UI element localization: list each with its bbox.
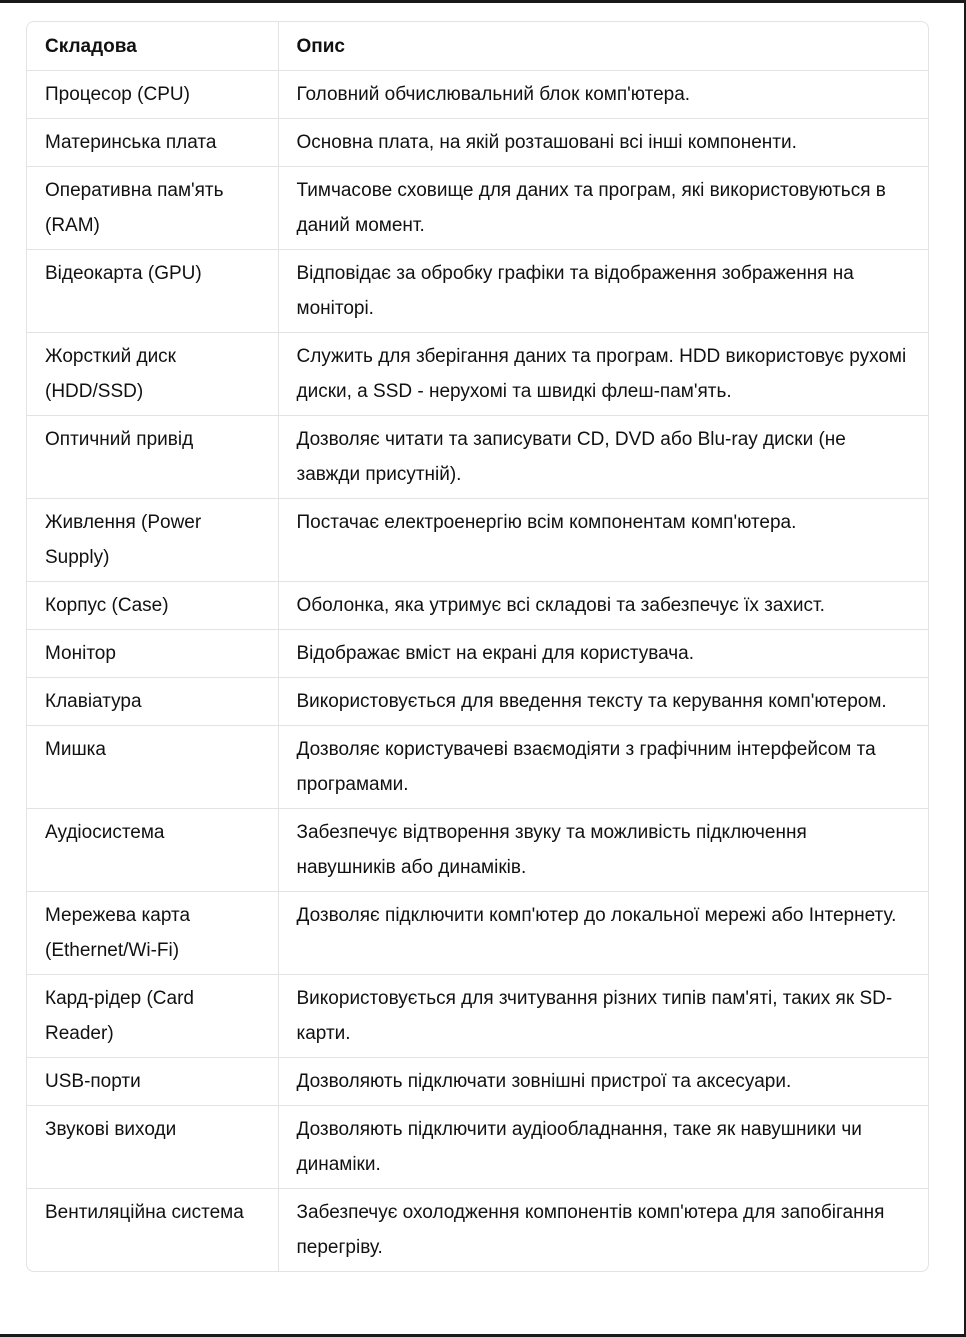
component-name-cell: Жорсткий диск (HDD/SSD) [27, 333, 278, 416]
table-row [27, 630, 928, 678]
component-description-cell: Забезпечує відтворення звуку та можливість підключення навушників або динаміків. [278, 809, 928, 892]
table-row [27, 499, 928, 582]
component-description-cell: Постачає електроенергію всім компонентам комп'ютера. [278, 499, 928, 582]
component-name-cell: Звукові виходи [27, 1106, 278, 1189]
component-name-cell: Кард-рідер (Card Reader) [27, 975, 278, 1058]
table-row [27, 678, 928, 726]
component-description-cell: Дозволяє користувачеві взаємодіяти з графічним інтерфейсом та програмами. [278, 726, 928, 809]
component-description-cell: Дозволяють підключати зовнішні пристрої та аксесуари. [278, 1058, 928, 1106]
table-row [27, 892, 928, 975]
table-row [27, 167, 928, 250]
component-description-cell: Дозволяють підключити аудіообладнання, таке як навушники чи динаміки. [278, 1106, 928, 1189]
table-row [27, 250, 928, 333]
component-description-cell: Використовується для зчитування різних типів пам'яті, таких як SD-карти. [278, 975, 928, 1058]
component-name-cell: Вентиляційна система [27, 1189, 278, 1272]
component-description-cell: Забезпечує охолодження компонентів комп'ютера для запобігання перегріву. [296, 1202, 885, 1258]
table-row [27, 975, 928, 1058]
table-body [27, 71, 928, 1272]
table-row [27, 71, 928, 119]
component-name-cell: Монітор [27, 630, 278, 678]
component-description-cell: Оболонка, яка утримує всі складові та забезпечує їх захист. [278, 582, 928, 630]
table-row [27, 1106, 928, 1189]
table-row [27, 119, 928, 167]
component-name-cell: Живлення (Power Supply) [27, 499, 278, 582]
component-description-cell: Служить для зберігання даних та програм. HDD використовує рухомі диски, а SSD - нерухомі та швидкі флеш-пам'ять. [278, 333, 928, 416]
component-description-cell: Відображає вміст на екрані для користувача. [278, 630, 928, 678]
column-header-component: Складова [27, 22, 278, 71]
component-name-cell: Клавіатура [27, 678, 278, 726]
component-name-cell: Аудіосистема [27, 809, 278, 892]
component-description-cell: Використовується для введення тексту та керування комп'ютером. [278, 678, 928, 726]
component-description-cell: Дозволяє підключити комп'ютер до локальної мережі або Інтернету. [278, 892, 928, 975]
components-table-container [26, 21, 929, 1272]
component-name-cell: Мережева карта (Ethernet/Wi-Fi) [27, 892, 278, 975]
table-row [27, 1058, 928, 1106]
component-description-cell: Відповідає за обробку графіки та відображення зображення на моніторі. [278, 250, 928, 333]
table-row [27, 726, 928, 809]
table-row [27, 582, 928, 630]
component-name-cell: Процесор (CPU) [27, 71, 278, 119]
table-row [27, 333, 928, 416]
component-name-cell: USB-порти [27, 1058, 278, 1106]
component-name-cell: Корпус (Case) [27, 582, 278, 630]
component-description-cell: Головний обчислювальний блок комп'ютера. [278, 71, 928, 119]
component-description-cell: Основна плата, на якій розташовані всі інші компоненти. [278, 119, 928, 167]
component-name-cell: Материнська плата [27, 119, 278, 167]
component-description-cell: Дозволяє читати та записувати CD, DVD або Blu-ray диски (не завжди присутній). [278, 416, 928, 499]
column-header-description: Опис [278, 22, 928, 71]
component-name-cell: Відеокарта (GPU) [27, 250, 278, 333]
table-row [27, 1189, 928, 1272]
component-name-cell: Оптичний привід [27, 416, 278, 499]
component-name-cell: Мишка [27, 726, 278, 809]
table-row [27, 416, 928, 499]
components-table [27, 22, 928, 1271]
window-frame-top [0, 0, 966, 3]
component-description-cell: Тимчасове сховище для даних та програм, які використовуються в даний момент. [278, 167, 928, 250]
component-name-cell: Оперативна пам'ять (RAM) [27, 167, 278, 250]
table-header-row [27, 22, 928, 71]
table-row [27, 809, 928, 892]
